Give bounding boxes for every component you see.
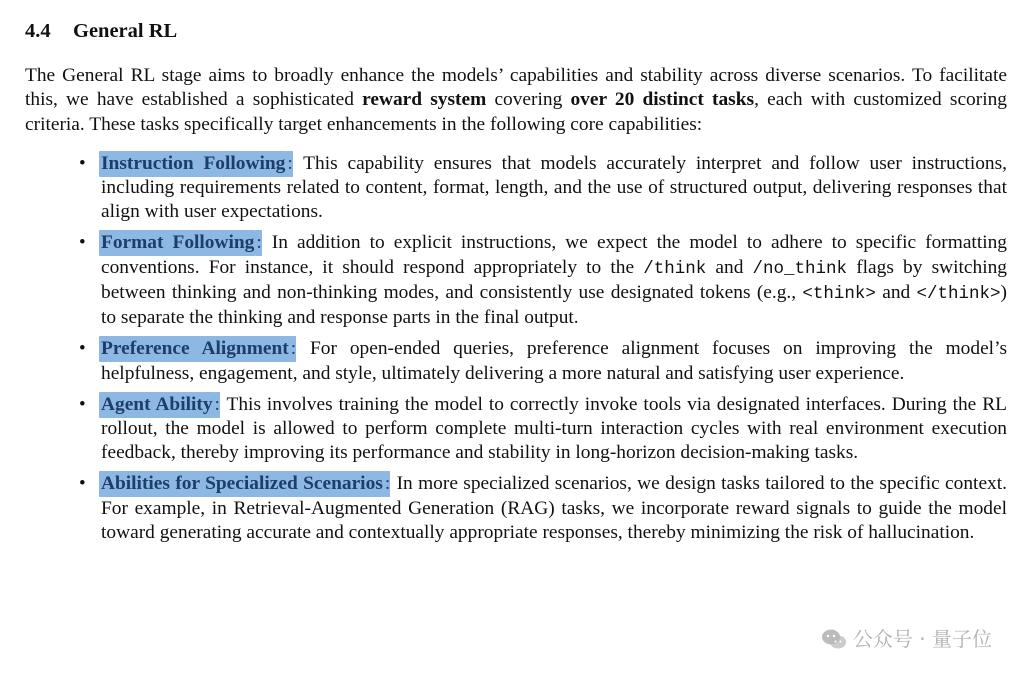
list-item bbox=[25, 152, 1007, 225]
item-colon: : bbox=[291, 336, 296, 362]
item-term: Agent Ability bbox=[99, 392, 215, 418]
item-term: Format Following bbox=[99, 230, 256, 256]
item-text: In more specialized scenarios, we design tasks tailored to the specific context. For example, in Retrieval-Augmented Generation (RAG) tasks, we incorporate reward signals to guide the model toward generating accurate and contextually appropriate responses, thereby minimizing the risk of hallucination. bbox=[101, 473, 1007, 543]
item-text: In addition to explicit instructions, we expect the model to adhere to specific formatting conventions. For instance, it should respond appropriately to the bbox=[101, 232, 1007, 278]
section-number: 4.4 bbox=[25, 20, 51, 42]
bullet-icon: • bbox=[79, 152, 86, 174]
item-colon: : bbox=[256, 230, 261, 256]
section-heading bbox=[25, 18, 1007, 44]
item-text: This capability ensures that models accurately interpret and follow user instructions, including requirements related to content, format, length, and the use of structured output, delivering responses that align with user expectations. bbox=[101, 152, 1007, 223]
list-item bbox=[25, 393, 1007, 466]
list-item bbox=[25, 472, 1007, 545]
list-item bbox=[25, 337, 1007, 386]
item-text: ) to separate the thinking and response parts in the final output. bbox=[101, 282, 1007, 329]
item-text: and bbox=[875, 282, 917, 304]
no-think-flag-code: /no_think bbox=[752, 258, 848, 279]
intro-bold-2: over 20 distinct tasks bbox=[570, 89, 755, 111]
bullet-icon: • bbox=[79, 393, 86, 415]
bullet-icon: • bbox=[79, 338, 86, 360]
item-colon: : bbox=[385, 471, 390, 497]
intro-text-2: covering bbox=[486, 89, 571, 111]
think-close-tag-code: </think> bbox=[916, 284, 1001, 305]
item-colon: : bbox=[215, 392, 220, 418]
bullet-icon: • bbox=[79, 473, 86, 495]
intro-text-1: The General RL stage aims to broadly enhance the models’ capabilities and stability across diverse scenarios. To facilitate this, we have established a sophisticated bbox=[25, 65, 1007, 111]
paper-page bbox=[25, 18, 1007, 552]
wechat-icon bbox=[821, 628, 847, 650]
item-colon: : bbox=[287, 151, 292, 177]
watermark bbox=[821, 627, 992, 651]
item-text: This involves training the model to correctly invoke tools via designated interfaces. During the RL rollout, the model is allowed to perform complete multi-turn interaction cycles with real environment execution feedback, thereby improving its performance and stability in long-horizon decision-making tasks. bbox=[101, 393, 1007, 464]
item-text: and bbox=[706, 256, 753, 278]
item-term: Abilities for Specialized Scenarios bbox=[99, 471, 385, 497]
think-flag-code: /think bbox=[643, 258, 707, 279]
item-term: Preference Alignment bbox=[99, 336, 291, 362]
bullet-icon: • bbox=[79, 232, 86, 254]
intro-bold-1: reward system bbox=[362, 89, 487, 111]
item-text: flags by switching between thinking and non-thinking modes, and consistently use designated tokens (e.g., bbox=[101, 256, 1007, 304]
think-open-tag-code: <think> bbox=[802, 284, 876, 305]
capability-list bbox=[25, 152, 1007, 545]
watermark-text: 公众号 · 量子位 bbox=[852, 626, 992, 651]
intro-paragraph bbox=[25, 64, 1007, 137]
list-item bbox=[25, 231, 1007, 330]
intro-text-3: , each with customized scoring criteria. These tasks specifically target enhancements in the following core capabilities: bbox=[25, 89, 1007, 135]
item-term: Instruction Following bbox=[99, 151, 287, 177]
item-text: For open-ended queries, preference alignment focuses on improving the model’s helpfulness, engagement, and style, ultimately delivering a more natural and satisfying user experience. bbox=[101, 338, 1008, 384]
section-title: General RL bbox=[73, 20, 178, 42]
